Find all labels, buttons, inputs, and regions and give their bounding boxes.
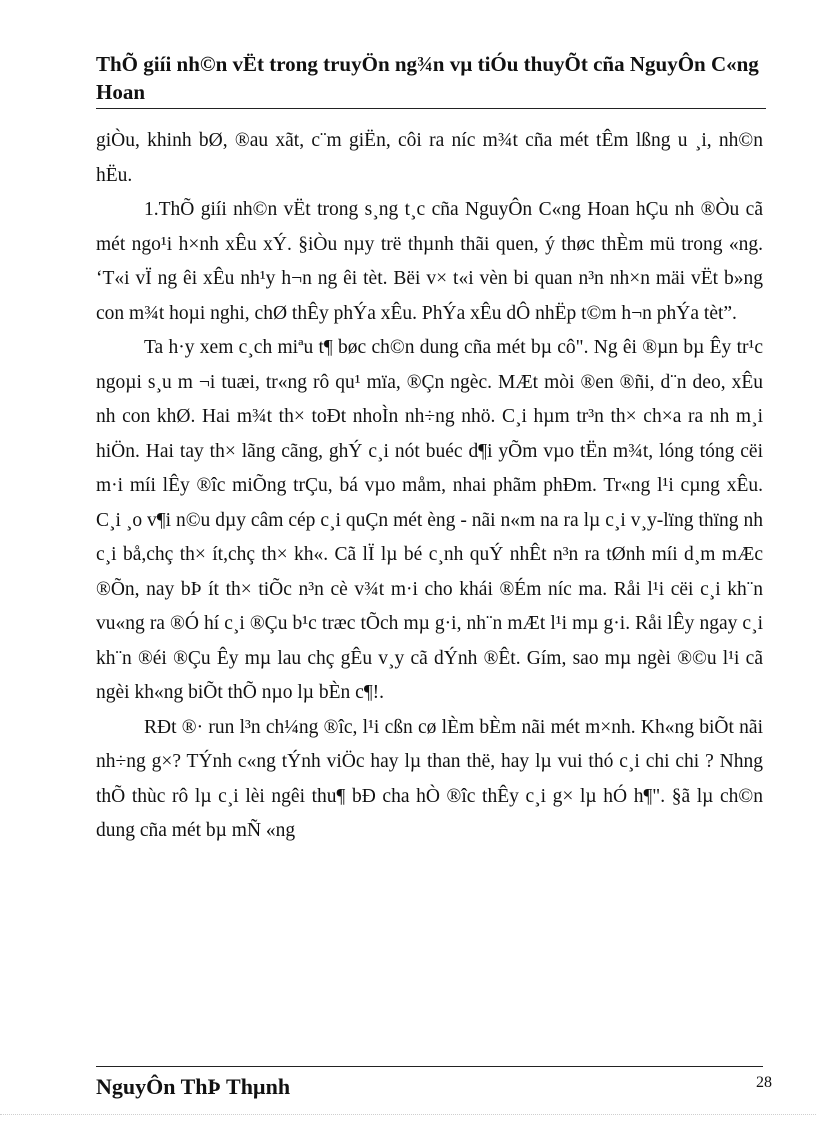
paragraph-1: 1.ThÕ giíi nh©n vËt trong s¸ng t¸c cña NguyÔn C«ng Hoan hÇu nh ®Òu cã mét ngo¹i h×nh xÊu xÝ. §iÒu nµy trë thµnh thãi quen, ý thøc thÈm mü trong «ng. ‘T«i vÏ ng êi xÊu nh¹y h¬n ng êi tèt. Bëi v× t«i vèn bi quan n³n nh×n mäi vËt b»ng con m¾t hoµi nghi, chØ thÊy phÝa xÊu. PhÝa xÊu dÔ nhËp t©m h¬n phÝa tèt”. xyxy=(96,199,763,324)
page-bottom-edge xyxy=(0,1114,816,1115)
footer-divider xyxy=(96,1066,763,1067)
paragraph-2: Ta h·y xem c¸ch miªu t¶ bøc ch©n dung cña mét bµ cô". Ng êi ®µn bµ Êy tr¹c ngoµi s¸u m ¬i tuæi, tr«ng rô qu¹ mïa, ®Çn ngèc. MÆt mòi ®en ®ñi, d¨n deo, xÊu nh con khØ. Hai m¾t th× toÐt nhoÌn nh÷ng nhö. C¸i hµm tr³n th× ch×a ra nh m¸i hiÖn. Hai tay th× lãng cãng, ghÝ c¸i nót buéc d¶i yÕm vµo tËn m¾t, lóng tóng cëi m·i míi lÊy ®îc miÕng trÇu, bá vµo måm, nhai phãm phÐm. Tr«ng l¹i cµng xÊu. C¸i ¸o v¶i n©u dµy câm cép c¸i quÇn mét èng - nãi n«m na ra lµ c¸i v¸y-lïng thïng nh c¸i bå,chç th× ít,chç th× kh«. Cã lÏ lµ bé c¸nh quÝ nhÊt n³n ra tØnh míi d¸m mÆc ®Õn, nay bÞ ít th× tiÕc n³n cè v¾t m·i cho khái ®Ém níc ma. Råi l¹i cëi c¸i kh¨n vu«ng ra ®Ó hí c¸i ®Çu b¹c træc tÕch mµ g·i, nh¨n mÆt l¹i mµ g·i. Råi lÊy ngay c¸i kh¨n ®éi ®Çu Êy mµ lau chç gÊu v¸y cã dÝnh ®Êt. Gím, sao mµ ngèi ®©u l¹i cã ngèi kh«ng biÕt thÕ nµo lµ bÈn c¶!. xyxy=(96,337,763,703)
footer-author-name: NguyÔn ThÞ Thµnh xyxy=(96,1074,291,1099)
paragraph-continuation: giÒu, khinh bØ, ®au xãt, c¨m giËn, côi ra níc m¾t cña mét tÊm lßng u ¸i, nh©n hËu. xyxy=(96,130,763,186)
main-text xyxy=(96,124,763,849)
page-number: 28 xyxy=(756,1074,772,1091)
paragraph-3: RÐt ®· run l³n ch¼ng ®îc, l¹i cßn cø lÈm bÈm nãi mét m×nh. Kh«ng biÕt nãi nh÷ng g×? TÝnh c«ng tÝnh viÖc hay lµ than thë, hay lµ vui thó c¸i chi chi ? Nhng thÕ thùc rô lµ c¸i lèi ngêi thu¶ bÐ cha hÒ ®îc thÊy c¸i g× lµ hÓ h¶". §ã lµ ch©n dung cña mét bµ mÑ «ng xyxy=(96,716,763,841)
running-header-title: ThÕ giíi nh©n vËt trong truyÖn ng¾n vµ tiÓu thuyÕt cña NguyÔn C«ng Hoan xyxy=(96,50,766,109)
